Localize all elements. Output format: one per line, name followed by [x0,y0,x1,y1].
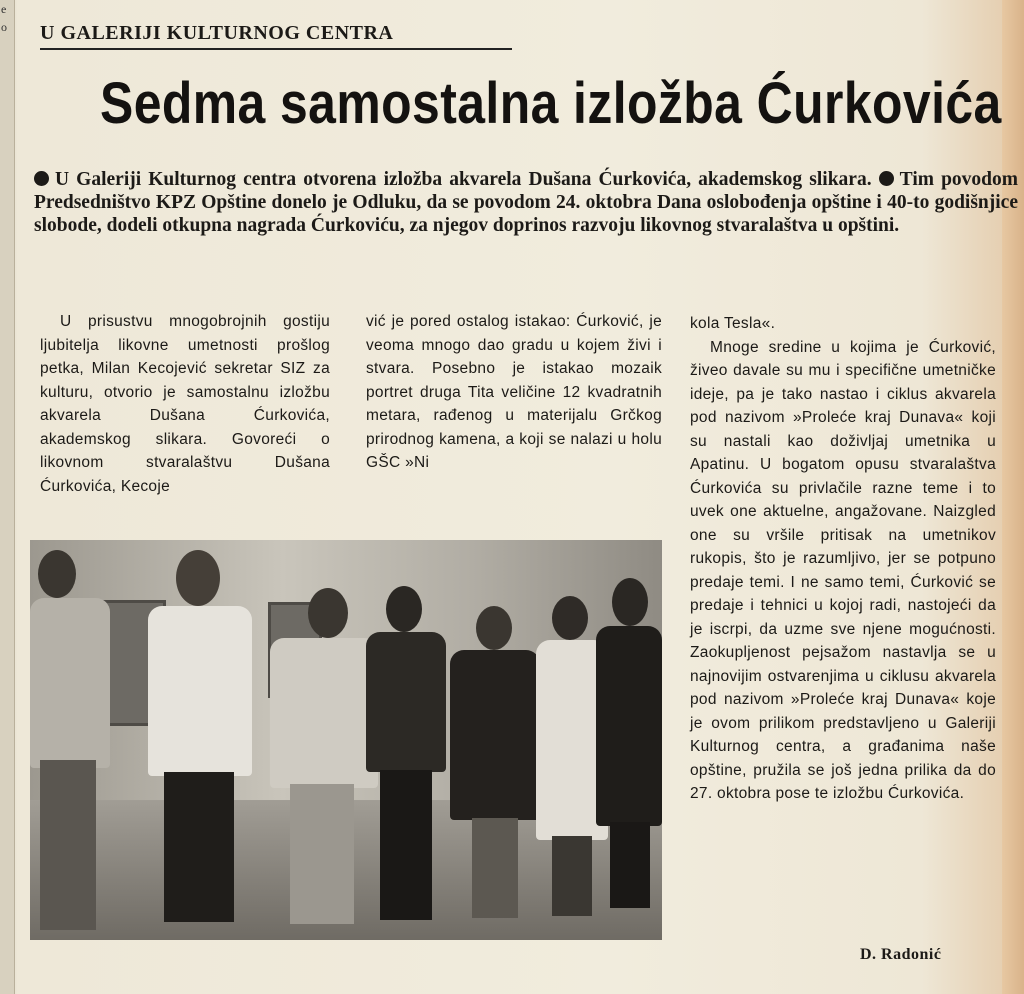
person-figure [30,550,120,940]
person-figure [596,578,662,918]
section-kicker: U GALERIJI KULTURNOG CENTRA [40,22,512,50]
adjacent-page-strip [0,0,15,994]
article-photo [30,540,662,940]
body-column-2 [366,310,662,475]
person-figure [366,586,446,926]
person-figure [450,606,540,926]
byline: D. Radonić [860,946,942,963]
margin-letter: o [1,20,7,34]
page-edge [1002,0,1024,994]
lead-paragraph [34,168,1018,237]
margin-letter: e [1,2,7,16]
body-column-1 [40,310,330,498]
body-text: kola Tesla«. [690,315,776,332]
headline: Sedma samostalna izložba Ćurkovića [100,71,1002,136]
body-text: U prisustvu mnogobrojnih gostiju ljubitelja likovne umetnosti prošlog petka, Milan Kecojević sekretar SIZ za kulturu, otvorio je samostalnu izložbu akvarela Dušana Ćurkovića, akademskog slikara. Govoreći o likovnom stvaralaštvu Dušana Ćurkovića, Kecoje [40,313,330,495]
body-text: Mnoge sredine u kojima je Ćurković, živeo davale su mu i specifične umetničke ideje, pa je tako nastao i ciklus akvarela pod nazivom »Proleće kraj Dunava« koji su nastali kao doživljaj umetnika u Apatinu. U bogatom opusu stvaralaštva Ćurkovića su privlačile razne teme i to uvek one aktuelne, angažovane. Naizgled one su vršile pritisak na umetnikov rukopis, što je razumljivo, jer se potpuno predaje temi. I ne samo temi, Ćurković se predaje i tehnici u kojoj radi, nastojeći da je iscrpi, da uzme sve njene mogućnosti. Zaokupljenost pejsažom nastavlja se u najnovijim ostvarenjima u ciklusu akvarela pod nazivom »Proleće kraj Dunava« koje je ovom prilikom predstavljeno u Galeriji Kulturnog centra, a građanima naše opštine, pružila se još jedna prilika da do 27. oktobra pose te izložbu Ćurkovića. [690,338,996,802]
lead-part-2: Tim povodom Predsedništvo KPZ Opštine donelo je Odluku, da se povodom 24. oktobra Dana oslobođenja opštine i 40-to godišnjice slobode, dodeli otkupna nagrada Ćurkoviću, za njegov doprinos razvoju likovnog stvaralaštva u opštini. [34,169,1019,236]
lead-part-1: U Galeriji Kulturnog centra otvorena izložba akvarela Dušana Ćurkovića, akademskog slikara. [55,169,872,190]
bullet-icon [879,171,894,186]
body-text: vić je pored ostalog istakao: Ćurković, je veoma mnogo dao gradu u kojem živi i stvara. Posebno je istakao mozaik portret druga Tita veličine 12 kvadratnih metara, rađenog u materijalu Grčkog prirodnog kamena, a koji se nalazi u holu GŠC »Ni [366,313,662,471]
bullet-icon [34,171,49,186]
body-column-3 [690,312,996,806]
person-figure [140,550,260,940]
